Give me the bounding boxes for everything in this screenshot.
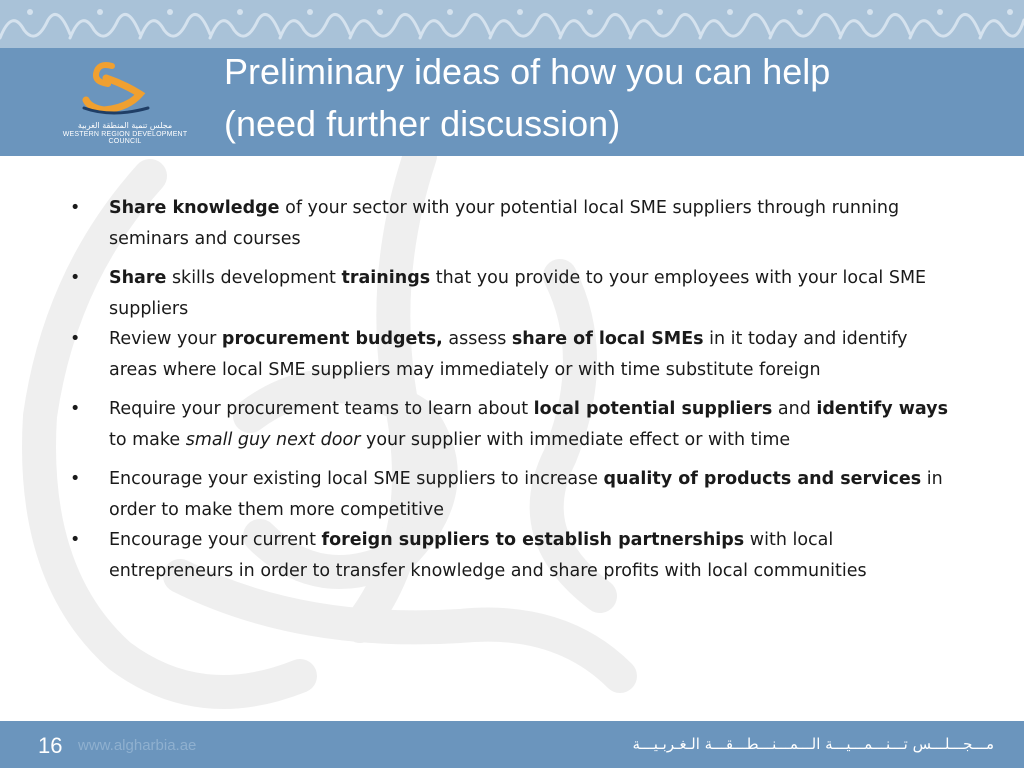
- bullet-bold-text: share of local SMEs: [511, 329, 704, 349]
- bullet-item: [68, 394, 948, 455]
- bullet-list: [68, 193, 948, 586]
- bullet-text: with local entrepreneurs in order to transfer knowledge and share profits with local communities: [109, 530, 867, 581]
- bullet-bold-text: quality of products and services: [603, 469, 922, 489]
- bullet-text: that you provide to your employees with your local SME suppliers: [109, 268, 927, 319]
- bullet-text: of your sector with your potential local SME suppliers through running seminars and courses: [109, 198, 900, 249]
- bullet-bold-text: Share knowledge: [109, 198, 280, 218]
- bullet-bold-text: identify ways: [816, 399, 948, 419]
- bullet-text: in it today and identify areas where local SME suppliers may immediately or with time substitute foreign: [109, 329, 908, 380]
- logo-arabic-name: مجلس تنمية المنطقة الغربية: [77, 121, 173, 130]
- slide-title: [224, 46, 1014, 150]
- bullet-bold-text: trainings: [341, 268, 431, 288]
- bullet-bold-text: foreign suppliers to establish partnerships: [321, 530, 745, 550]
- bullet-text: Require your procurement teams to learn about: [109, 399, 534, 419]
- bullet-text: skills development: [166, 268, 342, 288]
- bullet-text: in order to make them more competitive: [109, 469, 943, 520]
- bullet-item: [68, 525, 948, 586]
- logo-english-name: WESTERN REGION DEVELOPMENT COUNCIL: [62, 131, 188, 145]
- bullet-item: [68, 193, 948, 254]
- decorative-calligraphy-strip: [0, 0, 1024, 48]
- bullet-italic-text: small guy next door: [185, 429, 361, 450]
- footer-arabic-org-name: مـــجـــلـــس تـــنـــمـــيـــة الـــمـــنـــطـــقـــة الـغـربـيـــة: [632, 735, 994, 753]
- bullet-item: [68, 263, 948, 324]
- bullet-text: assess: [442, 329, 512, 349]
- bullet-bold-text: Share: [109, 268, 167, 288]
- bullet-item: [68, 464, 948, 525]
- bullet-bold-text: procurement budgets,: [221, 329, 443, 349]
- bullet-text: Encourage your current: [109, 530, 322, 550]
- bullet-text: your supplier with immediate effect or with time: [360, 429, 791, 450]
- bullet-item: [68, 324, 948, 385]
- bullet-text: to make: [109, 429, 186, 450]
- slide-title-line-2: (need further discussion): [224, 103, 621, 144]
- bullet-content: [68, 193, 948, 595]
- bullet-text: Encourage your existing local SME suppliers to increase: [109, 469, 604, 489]
- footer-website-link[interactable]: www.algharbia.ae: [78, 737, 197, 754]
- bullet-bold-text: local potential suppliers: [533, 399, 773, 419]
- page-number: 16: [38, 733, 63, 758]
- bullet-text: Review your: [109, 329, 222, 349]
- bullet-text: and: [772, 399, 817, 419]
- slide-title-line-1: Preliminary ideas of how you can help: [224, 51, 831, 92]
